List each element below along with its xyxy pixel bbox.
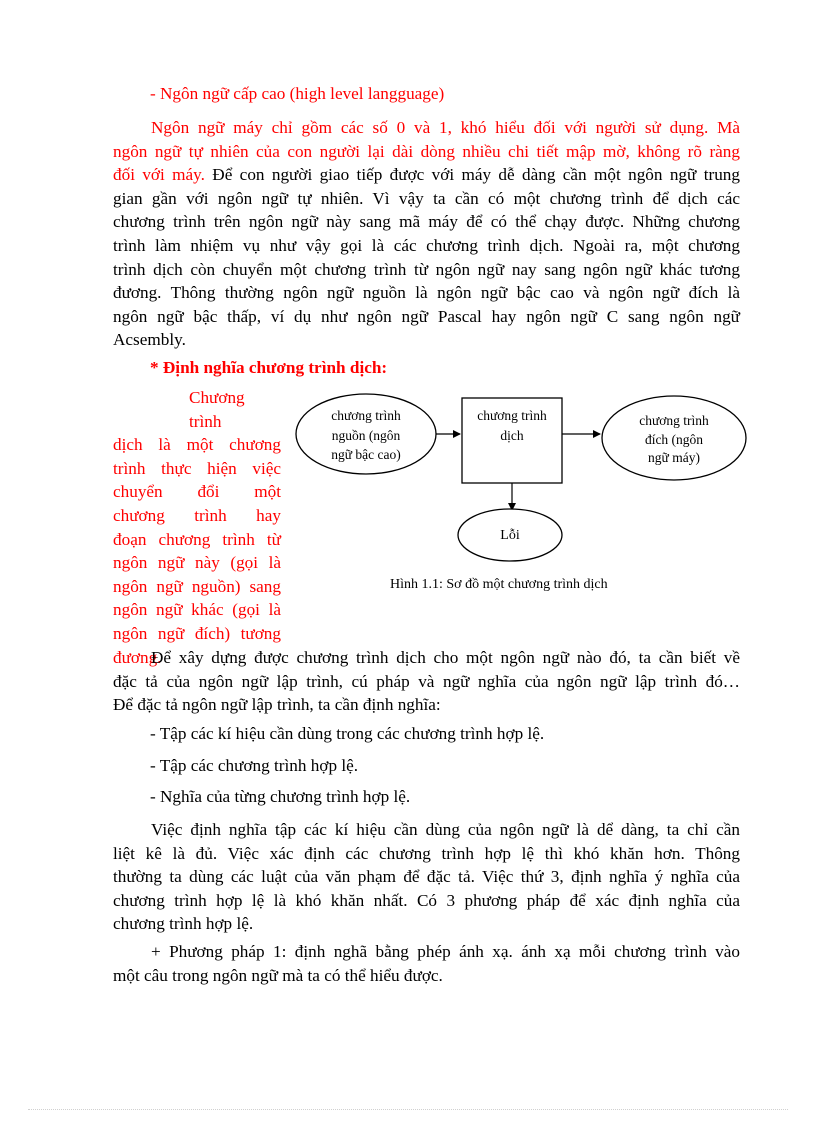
para1-line-10: Acsembly.: [113, 330, 186, 350]
para1-line-7: trình dịch còn chuyển một chương trình từ ngôn ngữ nay sang ngôn ngữ khác tương: [113, 259, 740, 279]
bullet-item-2: - Tập các chương trình hợp lệ.: [150, 755, 359, 775]
para4-line-2: một câu trong ngôn ngữ mà ta có thể hiểu được.: [113, 965, 443, 985]
page-bottom-divider: [28, 1109, 788, 1110]
para1-line-8: đương. Thông thường ngôn ngữ nguồn là ngôn ngữ bậc cao và ngôn ngữ đích là: [113, 283, 740, 303]
para1-line-5: chương trình trên ngôn ngữ này sang mã máy để có thể chạy được. Những chương: [113, 212, 740, 232]
diagram-caption: Hình 1.1: Sơ đồ một chương trình dịch: [390, 577, 608, 592]
definition-heading-text: * Định nghĩa chương trình dịch:: [150, 358, 388, 377]
para4-line-1: + Phương pháp 1: định nghã bằng phép ánh xạ. ánh xạ mỗi chương trình vào: [151, 942, 740, 961]
para1-line-3: [113, 163, 740, 187]
def-line-4: chuyển đổi một: [113, 482, 281, 502]
def-line-11: đương.: [113, 647, 162, 667]
para3-line-1: Việc định nghĩa tập các kí hiệu cần dùng của ngôn ngữ là dể dàng, ta chỉ cần: [151, 820, 740, 839]
para2-line-3: Để đặc tả ngôn ngữ lập trình, ta cần định nghĩa:: [113, 695, 441, 715]
def-line-2: dịch là một chương: [113, 435, 281, 455]
para2-line-2: đặc tả của ngôn ngữ lập trình, cú pháp và ngữ nghĩa của ngôn ngữ lập trình đó…: [113, 671, 740, 691]
para1-line-2: ngôn ngữ tự nhiên của con người lại dài dòng nhiều chi tiết mập mờ, không rõ ràng: [113, 141, 740, 161]
paragraph-intro: [113, 116, 740, 352]
target-node-label-2: đích (ngôn: [644, 432, 704, 447]
definition-heading: [150, 356, 550, 380]
para3-line-2: liệt kê là đủ. Việc xác định các chương trình hợp lệ thì khó khăn hơn. Thông: [113, 843, 740, 863]
def-line-9: ngôn ngữ khác (gọi là: [113, 600, 281, 620]
def-line-5: chương trình hay: [113, 505, 281, 525]
def-line-6: đoạn chương trình từ: [113, 529, 281, 549]
para3-line-5: chương trình hợp lệ.: [113, 914, 254, 934]
paragraph-definition-difficulty: [113, 818, 740, 936]
para1-line-1: Ngôn ngữ máy chỉ gồm các số 0 và 1, khó hiểu đối với người sử dụng. Mà: [151, 118, 740, 137]
def-line-8: ngôn ngữ nguồn) sang: [113, 576, 281, 596]
error-node-label: Lỗi: [500, 528, 520, 543]
def-line-7: ngôn ngữ này (gọi là: [113, 553, 281, 573]
paragraph-method-1: [113, 940, 740, 987]
paragraph-specification: [113, 646, 740, 717]
para1-line-6: trình làm nhiệm vụ như vậy gọi là các chương trình dịch. Ngoài ra, một chương: [113, 235, 740, 255]
section-heading-high-level: [150, 82, 750, 106]
bullet-item-1: - Tập các kí hiệu cần dùng trong các chương trình hợp lệ.: [150, 724, 545, 743]
heading-text: - Ngôn ngữ cấp cao (high level langguage): [150, 84, 445, 103]
para1-line-9: ngôn ngữ bậc thấp, ví dụ như ngôn ngữ Pascal hay ngôn ngữ C sang ngôn ngữ: [113, 306, 740, 326]
source-node-label-2: nguồn (ngôn: [331, 428, 401, 443]
para3-line-3: thường ta dùng các luật của văn phạm để đặc tả. Việc thứ 3, định nghĩa ý nghĩa của: [113, 867, 740, 887]
target-node-label-3: ngữ máy): [648, 450, 700, 465]
source-node-label-3: ngữ bậc cao): [331, 447, 401, 462]
para3-line-4: chương trình hợp lệ là khó khăn nhất. Có 3 phương pháp để xác định nghĩa của: [113, 890, 740, 910]
definition-text: [113, 386, 281, 669]
def-line-1: Chương trình: [189, 388, 245, 431]
target-node-label-1: chương trình: [639, 413, 709, 428]
para2-line-1: Để xây dựng được chương trình dịch cho một ngôn ngữ nào đó, ta cần biết về: [151, 648, 740, 667]
compiler-node-label-1: chương trình: [477, 408, 547, 423]
bullet-item-3: - Nghĩa của từng chương trình hợp lệ.: [150, 787, 411, 807]
def-line-10: ngôn ngữ đích) tương: [113, 623, 281, 643]
source-node-label-1: chương trình: [331, 408, 401, 423]
compiler-diagram: [280, 380, 750, 600]
para1-black-tail: Để con người giao tiếp được với máy dễ dàng cần một ngôn ngữ trung: [204, 165, 740, 185]
compiler-node-label-2: dịch: [500, 428, 524, 443]
def-line-3: trình thực hiện việc: [113, 458, 281, 478]
para1-line-4: gian gần với ngôn ngữ tự nhiên. Vì vậy ta cần có một chương trình để dịch các: [113, 188, 740, 208]
para1-red-tail: đối với máy.: [113, 165, 205, 185]
bullet-list: [150, 722, 740, 809]
